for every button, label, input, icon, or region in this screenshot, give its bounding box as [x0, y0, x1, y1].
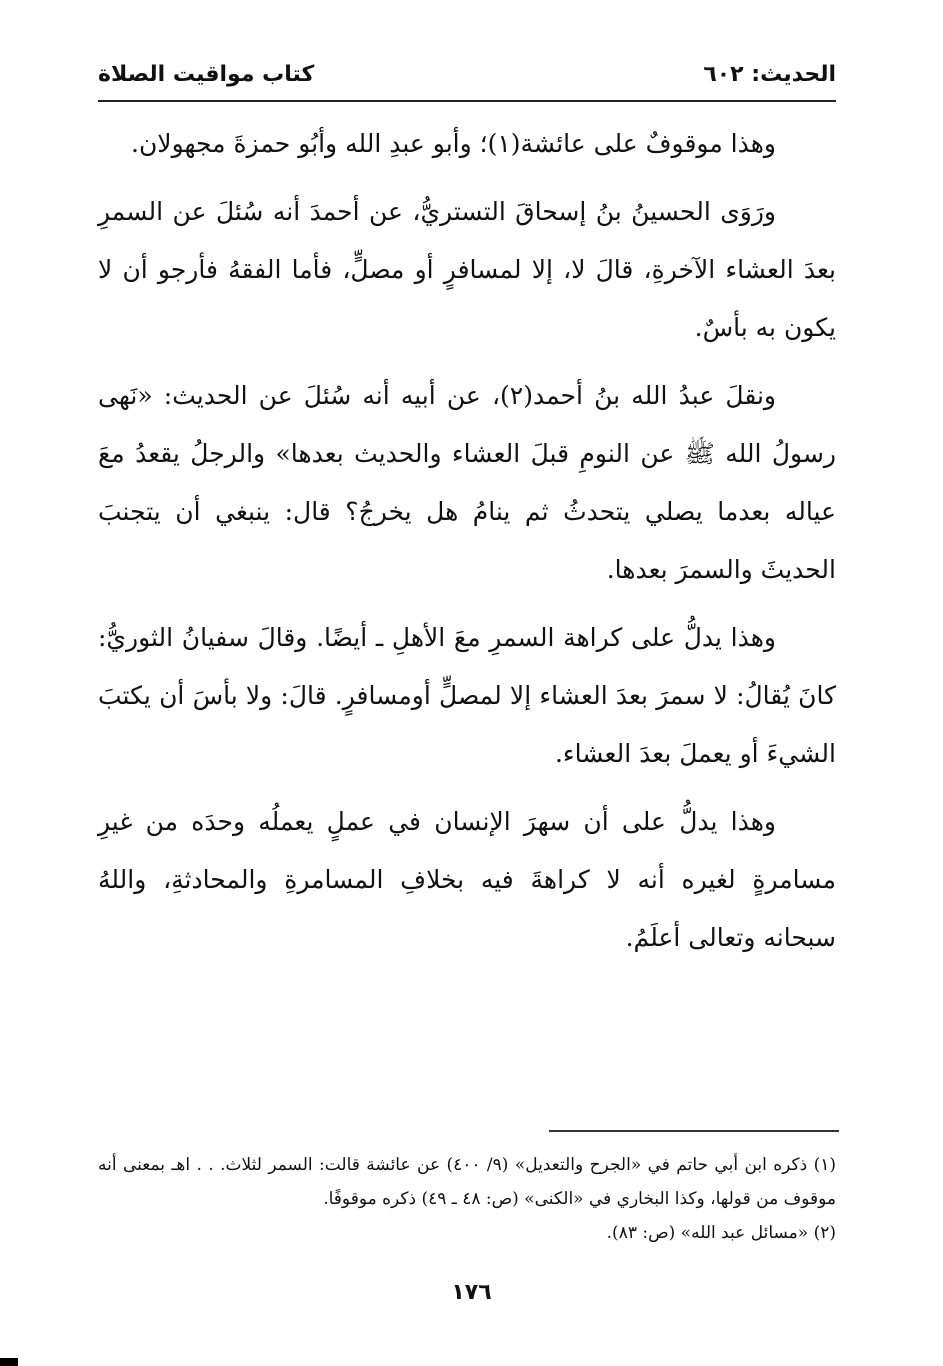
paragraph-3: ونقلَ عبدُ الله بنُ أحمد(٢)، عن أبيه أنه سُئلَ عن الحديث: «نَهى رسولُ الله ﷺ عن النومِ قبلَ العشاء والحديث بعدها» والرجلُ يقعدُ معَ عياله بعدما يصلي يتحدثُ ثم ينامُ هل يخرجُ؟ قال: ينبغي أن يتجنبَ الحديثَ والسمرَ بعدها.: [98, 381, 836, 584]
paragraph-2: ورَوَى الحسينُ بنُ إسحاقَ التستريُّ، عن أحمدَ أنه سُئلَ عن السمرِ بعدَ العشاء الآخرةِ، قالَ لا، إلا لمسافرٍ أو مصلٍّ، فأما الفقهُ فأرجو أن لا يكون به بأسٌ.: [98, 197, 836, 342]
paragraph-5: وهذا يدلُّ على أن سهرَ الإنسان في عملٍ يعملُه وحدَه من غيرِ مسامرةٍ لغيره أنه لا كراهةَ فيه بخلافِ المسامرةِ والمحادثةِ، واللهُ سبحانه وتعالى أعلَمُ.: [98, 807, 836, 952]
footnote-1: (١) ذكره ابن أبي حاتم في «الجرح والتعديل» (٩/ ٤٠٠) عن عائشة قالت: السمر لثلاث. . . اهـ بمعنى أنه موقوف من قولها، وكذا البخاري في «الكنى» (ص: ٤٨ ـ ٤٩) ذكره موقوفًا.: [98, 1155, 836, 1209]
main-text: [98, 115, 836, 977]
footnote-2: (٢) «مسائل عبد الله» (ص: ٨٣).: [606, 1223, 836, 1243]
paragraph-4: وهذا يدلُّ على كراهة السمرِ معَ الأهلِ ـ أيضًا. وقالَ سفيانُ الثوريُّ: كانَ يُقالُ: لا سمرَ بعدَ العشاء إلا لمصلٍّ أومسافرٍ. قالَ: ولا بأسَ أن يكتبَ الشيءَ أو يعملَ بعدَ العشاء.: [98, 623, 836, 768]
scan-corner-mark: [0, 1358, 18, 1366]
paragraph-1: وهذا موقوفٌ على عائشة(١)؛ وأبو عبدِ الله وأبُو حمزةَ مجهولان.: [131, 129, 776, 158]
page-number: ١٧٦: [451, 1280, 492, 1305]
footnotes: [98, 1148, 836, 1250]
hadith-number-label: الحديث: ٦٠٢: [703, 62, 836, 87]
book-title: كتاب مواقيت الصلاة: [98, 62, 315, 87]
footnote-divider: [549, 1130, 839, 1132]
running-header: [98, 58, 836, 102]
